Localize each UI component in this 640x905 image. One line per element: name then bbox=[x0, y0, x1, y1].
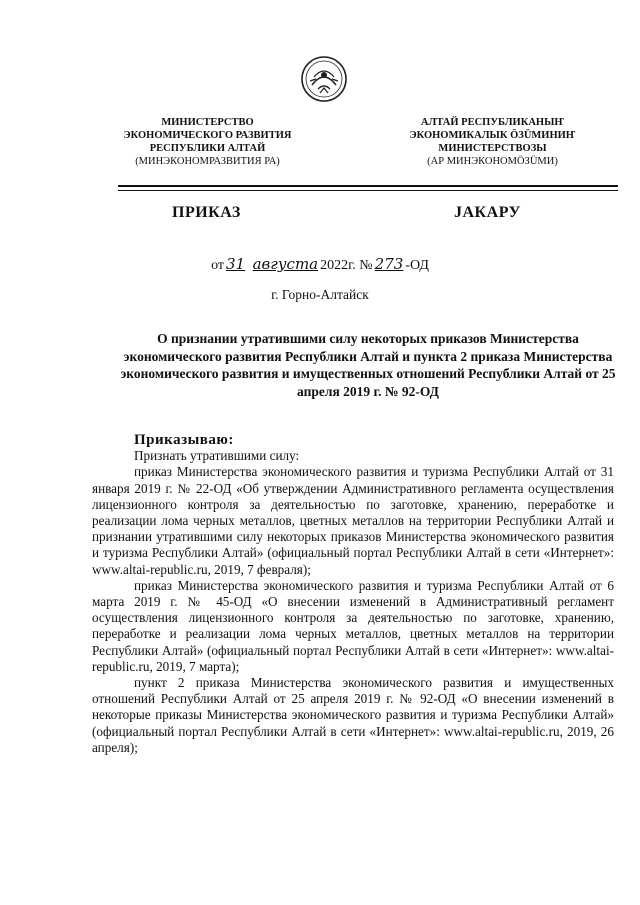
header-divider-thick bbox=[118, 185, 618, 187]
date-prefix: от bbox=[211, 258, 224, 273]
order-lead-word: Приказываю: bbox=[134, 432, 234, 448]
date-year-number-label: 2022г. № bbox=[320, 258, 373, 273]
handwritten-month: августа bbox=[252, 255, 319, 273]
coat-of-arms-icon bbox=[300, 55, 348, 103]
order-item-3: пункт 2 приказа Министерства экономического развития и имущественных отношений Республики Алтай от 25 апреля 2019 г. № 92-ОД «О внесении изменений в некоторые приказы Министерства экономического развития и туризма Республики Алтай» (официальный портал Республики Алтай в сети «Интернет»: www.altai-republic.ru, 2019, 26 апреля); bbox=[92, 675, 614, 755]
ministry-name-altai bbox=[395, 116, 590, 168]
city-name: г. Горно-Алтайск bbox=[271, 287, 369, 302]
order-item-1: приказ Министерства экономического развития и туризма Республики Алтай от 31 января 2019 г. № 22-ОД «Об утверждении Административного регламента осуществления лицензионного контроля за деятельностью по заготовке, хранению, переработке и реализации лома черных металлов, цветных металлов на территории Республики Алтай и признании утратившими силу некоторых приказов Министерства экономического развития и туризма Республики Алтай» (официальный портал Республики Алтай в сети «Интернет»: www.altai-republic.ru, 2019, 7 февраля); bbox=[92, 464, 614, 577]
order-number-suffix: -ОД bbox=[405, 258, 429, 273]
org-line: РЕСПУБЛИКИ АЛТАЙ bbox=[149, 143, 266, 154]
org-line: ЭКОНОМИКАЛЫК ÖЗÜМИНИҤ bbox=[409, 130, 576, 141]
org-abbreviation: (АР МИНЭКОНОМÖЗÜМИ) bbox=[427, 156, 558, 167]
org-line: ЭКОНОМИЧЕСКОГО РАЗВИТИЯ bbox=[123, 130, 292, 141]
handwritten-day: 31 bbox=[226, 255, 246, 273]
org-line: МИНИСТЕРСТВОЗЫ bbox=[438, 143, 547, 154]
order-intro: Признать утратившими силу: bbox=[134, 448, 300, 464]
order-word-russian: ПРИКАЗ bbox=[172, 204, 241, 221]
header-divider-thin bbox=[118, 190, 618, 191]
handwritten-order-number: 273 bbox=[374, 255, 404, 273]
order-body bbox=[92, 432, 614, 756]
ministry-name-russian bbox=[110, 116, 305, 168]
order-date-number bbox=[0, 255, 640, 274]
order-word-altai: ЈАКАРУ bbox=[454, 204, 521, 221]
org-line: АЛТАЙ РЕСПУБЛИКАНЫҤ bbox=[420, 117, 565, 128]
order-title: О признании утратившими силу некоторых приказов Министерства экономического развития Республики Алтай и пункта 2 приказа Министерства экономического развития и имущественных отношений Республики Алтай от 25 апреля 2019 г. № 92-ОД bbox=[120, 331, 616, 399]
org-abbreviation: (МИНЭКОНОМРАЗВИТИЯ РА) bbox=[135, 156, 280, 167]
order-item-2: приказ Министерства экономического развития и туризма Республики Алтай от 6 марта 2019 г. № 45-ОД «О внесении изменений в Административный регламент осуществления лицензионного контроля за деятельностью по заготовке, хранению, переработке и реализации лома черных металлов, цветных металлов на территории Республики Алтай» (официальный портал Республики Алтай в сети «Интернет»: www.altai-republic.ru, 2019, 7 марта); bbox=[92, 577, 614, 674]
org-line: МИНИСТЕРСТВО bbox=[161, 117, 254, 128]
